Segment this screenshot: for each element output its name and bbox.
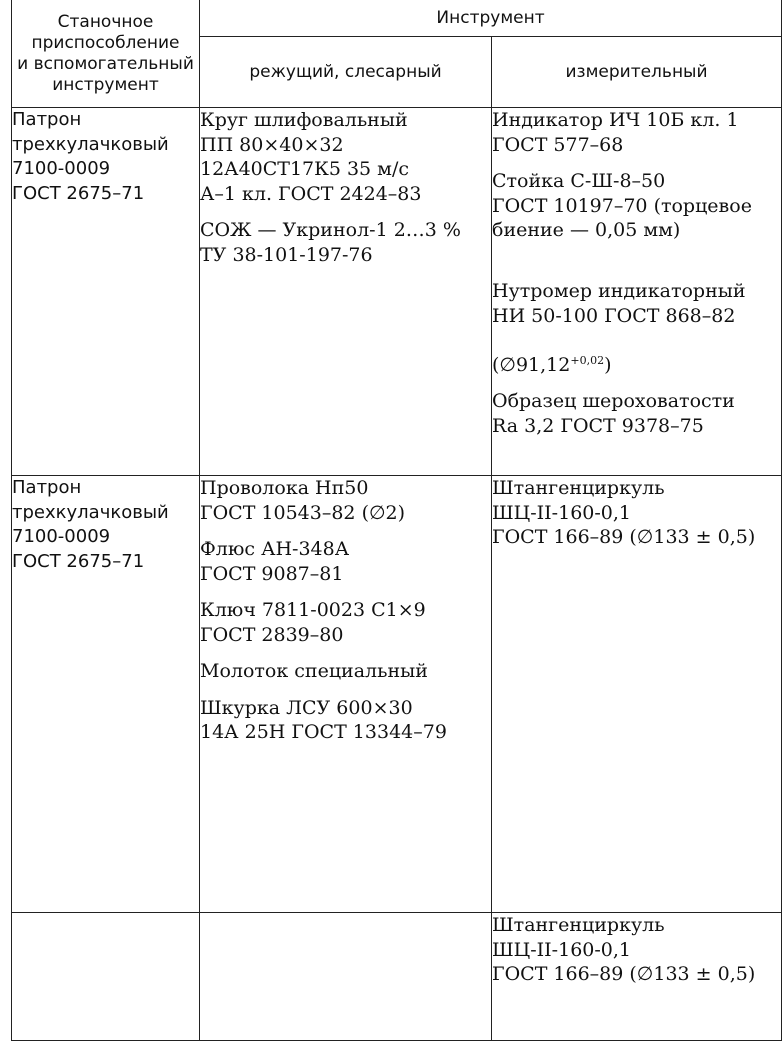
measuring-tools-cell: [492, 913, 782, 1041]
cutting-tool-entry: Круг шлифовальный ПП 80×40×32 12А40СТ17К5 35 м/с А–1 кл. ГОСТ 2424–83: [200, 109, 422, 205]
header-cutting: [200, 37, 492, 108]
measuring-tool-entry: Стойка С-Ш-8–50 ГОСТ 10197–70 (торцевое биение — 0,05 мм): [492, 170, 752, 241]
bore-tolerance: +0,02: [570, 353, 605, 367]
measuring-tool-entry: [492, 255, 781, 378]
measuring-tool-entry: Образец шероховатости Ra 3,2 ГОСТ 9378–75: [492, 390, 735, 437]
cutting-tool-entry: Молоток специальный: [200, 660, 428, 682]
bore-diameter-value: (∅91,12: [492, 353, 571, 376]
measuring-tools-cell: [492, 476, 782, 913]
table-row: [12, 108, 782, 476]
cutting-tool-entry: Флюс АН-348А ГОСТ 9087–81: [200, 538, 350, 585]
measuring-tool-entry: Штангенциркуль ШЦ-II-160-0,1 ГОСТ 166–89 (∅133 ± 0,5): [492, 914, 756, 985]
bore-diameter-close: ): [604, 353, 612, 376]
header-tools: [200, 0, 782, 37]
fixture-cell: [12, 476, 200, 913]
measuring-tool-entry: Штангенциркуль ШЦ-II-160-0,1 ГОСТ 166–89 (∅133 ± 0,5): [492, 477, 756, 548]
measuring-tools-cell: [492, 108, 782, 476]
fixture-cell: [12, 913, 200, 1041]
cutting-tool-entry: Ключ 7811-0023 С1×9 ГОСТ 2839–80: [200, 599, 426, 646]
tooling-table: [11, 0, 782, 1041]
bore-gauge-label: Нутромер индикаторный НИ 50-100 ГОСТ 868–82: [492, 280, 746, 327]
header-measuring: [492, 37, 782, 108]
cutting-tools-cell: [200, 476, 492, 913]
fixture-entry: Патрон трехкулачковый 7100-0009 ГОСТ 2675–71: [12, 109, 169, 204]
cutting-tool-entry: Шкурка ЛСУ 600×30 14А 25Н ГОСТ 13344–79: [200, 696, 447, 743]
cutting-tools-cell: [200, 108, 492, 476]
header-fixture: [12, 0, 200, 108]
header-cutting-label: режущий, слесарный: [249, 61, 442, 82]
cutting-tool-entry: Проволока Нп50 ГОСТ 10543–82 (∅2): [200, 477, 406, 524]
header-row-main: [12, 0, 782, 37]
fixture-entry: Патрон трехкулачковый 7100-0009 ГОСТ 2675–71: [12, 477, 169, 572]
header-fixture-label: Станочное приспособление и вспомогательный инструмент: [17, 11, 194, 95]
header-tools-label: Инструмент: [436, 7, 545, 28]
header-measuring-label: измерительный: [565, 61, 708, 82]
cutting-tool-entry: СОЖ — Укринол-1 2…3 % ТУ 38-101-197-76: [200, 219, 461, 266]
table-row: [12, 476, 782, 913]
table-row: [12, 913, 782, 1041]
fixture-cell: [12, 108, 200, 476]
cutting-tools-cell: [200, 913, 492, 1041]
measuring-tool-entry: Индикатор ИЧ 10Б кл. 1 ГОСТ 577–68: [492, 109, 739, 156]
